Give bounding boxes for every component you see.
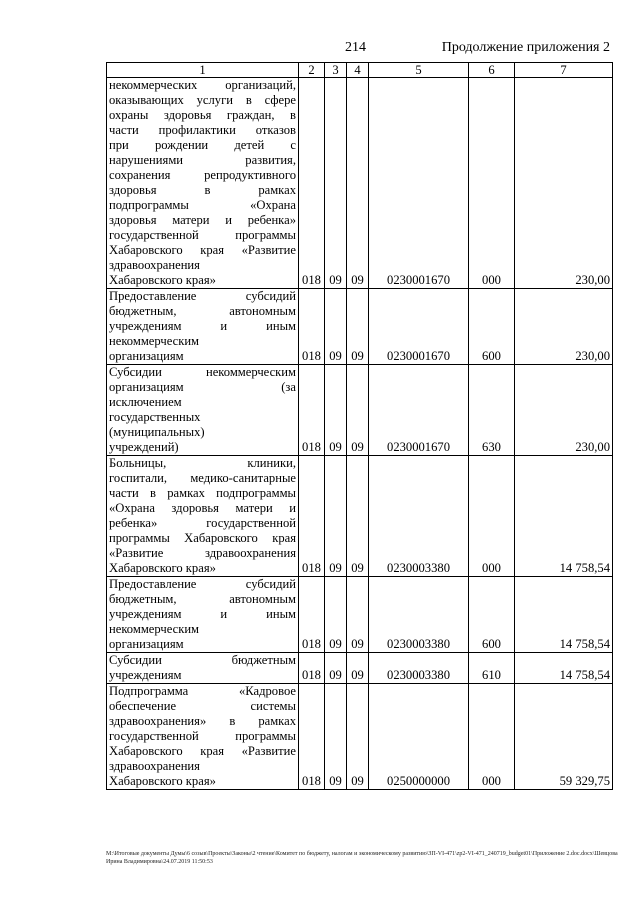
ministry-code-cell: 018: [299, 365, 325, 456]
expense-type-cell: 610: [469, 653, 515, 684]
row-name-line: исключением: [109, 395, 182, 409]
table-row: [107, 653, 613, 684]
subsection-code-cell: 09: [347, 365, 369, 456]
row-name-line: Хабаровского края «Развитие: [109, 243, 296, 257]
row-name-line: организациям: [109, 349, 184, 363]
row-name-line: Хабаровского края «Развитие: [109, 744, 296, 758]
row-name-line: учреждениям и иным: [109, 319, 296, 333]
row-name-line: здравоохранения» в рамках: [109, 714, 296, 728]
column-header: 4: [347, 63, 369, 78]
target-article-cell: 0230003380: [369, 456, 469, 577]
row-name-cell: [107, 78, 299, 289]
amount-cell: 59 329,75: [515, 684, 613, 790]
row-name-line: части профилактики отказов: [109, 123, 296, 137]
table-row: [107, 456, 613, 577]
row-name-line: Субсидии некоммерческим: [109, 365, 296, 379]
ministry-code-cell: 018: [299, 577, 325, 653]
page-number: 214: [345, 40, 366, 55]
row-name-line: Субсидии бюджетным: [109, 653, 296, 667]
target-article-cell: 0230001670: [369, 78, 469, 289]
amount-cell: 230,00: [515, 78, 613, 289]
row-name-cell: [107, 456, 299, 577]
row-name-line: учреждениям и иным: [109, 607, 296, 621]
column-header: 2: [299, 63, 325, 78]
amount-cell: 230,00: [515, 289, 613, 365]
ministry-code-cell: 018: [299, 289, 325, 365]
row-name-line: организациям: [109, 637, 184, 651]
row-name-line: бюджетным, автономным: [109, 304, 296, 318]
row-name-line: нарушениями развития,: [109, 153, 296, 167]
row-name-cell: [107, 289, 299, 365]
subsection-code-cell: 09: [347, 456, 369, 577]
section-code-cell: 09: [325, 78, 347, 289]
row-name-line: здравоохранения: [109, 759, 200, 773]
table-row: [107, 684, 613, 790]
section-code-cell: 09: [325, 653, 347, 684]
row-name-cell: [107, 653, 299, 684]
table-body: [107, 78, 613, 790]
row-name-line: (муниципальных): [109, 425, 205, 439]
section-code-cell: 09: [325, 456, 347, 577]
target-article-cell: 0230003380: [369, 653, 469, 684]
expense-type-cell: 630: [469, 365, 515, 456]
row-name-line: Хабаровского края»: [109, 561, 216, 575]
continuation-label: Продолжение приложения 2: [441, 40, 610, 55]
row-name-line: охраны здоровья граждан, в: [109, 108, 296, 122]
section-code-cell: 09: [325, 365, 347, 456]
column-header: 5: [369, 63, 469, 78]
row-name-line: некоммерческим: [109, 622, 200, 636]
ministry-code-cell: 018: [299, 456, 325, 577]
expense-type-cell: 000: [469, 684, 515, 790]
expense-type-cell: 600: [469, 289, 515, 365]
ministry-code-cell: 018: [299, 653, 325, 684]
row-name-line: сохранения репродуктивного: [109, 168, 296, 182]
expense-type-cell: 000: [469, 456, 515, 577]
row-name-line: государственных: [109, 410, 201, 424]
amount-cell: 14 758,54: [515, 577, 613, 653]
row-name-line: части в рамках подпрограммы: [109, 486, 296, 500]
row-name-line: государственной программы: [109, 228, 296, 242]
row-name-line: бюджетным, автономным: [109, 592, 296, 606]
column-header: 6: [469, 63, 515, 78]
row-name-line: некоммерческим: [109, 334, 200, 348]
budget-table: [106, 62, 613, 790]
row-name-line: здоровья матери и ребенка»: [109, 213, 296, 227]
column-header: 7: [515, 63, 613, 78]
section-code-cell: 09: [325, 577, 347, 653]
row-name-line: учреждений): [109, 440, 179, 454]
row-name-line: Подпрограмма «Кадровое: [109, 684, 296, 698]
row-name-line: здоровья в рамках: [109, 183, 296, 197]
column-header: 3: [325, 63, 347, 78]
subsection-code-cell: 09: [347, 653, 369, 684]
row-name-line: Больницы, клиники,: [109, 456, 296, 470]
target-article-cell: 0230001670: [369, 365, 469, 456]
section-code-cell: 09: [325, 684, 347, 790]
table-row: [107, 577, 613, 653]
row-name-cell: [107, 365, 299, 456]
row-name-line: ребенка» государственной: [109, 516, 296, 530]
expense-type-cell: 000: [469, 78, 515, 289]
amount-cell: 230,00: [515, 365, 613, 456]
table-row: [107, 289, 613, 365]
target-article-cell: 0230001670: [369, 289, 469, 365]
row-name-line: Предоставление субсидий: [109, 289, 296, 303]
row-name-line: оказывающих услуги в сфере: [109, 93, 296, 107]
header-row: [107, 63, 613, 78]
row-name-line: программы Хабаровского края: [109, 531, 296, 545]
subsection-code-cell: 09: [347, 289, 369, 365]
row-name-cell: [107, 684, 299, 790]
expense-type-cell: 600: [469, 577, 515, 653]
target-article-cell: 0230003380: [369, 577, 469, 653]
row-name-line: Хабаровского края»: [109, 273, 216, 287]
target-article-cell: 0250000000: [369, 684, 469, 790]
row-name-line: учреждениям: [109, 668, 182, 682]
row-name-line: «Развитие здравоохранения: [109, 546, 296, 560]
row-name-line: здравоохранения: [109, 258, 200, 272]
table-row: [107, 365, 613, 456]
row-name-line: Предоставление субсидий: [109, 577, 296, 591]
row-name-line: обеспечение системы: [109, 699, 296, 713]
subsection-code-cell: 09: [347, 577, 369, 653]
row-name-line: организациям (за: [109, 380, 296, 394]
ministry-code-cell: 018: [299, 684, 325, 790]
ministry-code-cell: 018: [299, 78, 325, 289]
row-name-line: при рождении детей с: [109, 138, 296, 152]
row-name-line: некоммерческих организаций,: [109, 78, 296, 92]
amount-cell: 14 758,54: [515, 653, 613, 684]
section-code-cell: 09: [325, 289, 347, 365]
row-name-line: подпрограммы «Охрана: [109, 198, 296, 212]
subsection-code-cell: 09: [347, 684, 369, 790]
row-name-line: «Охрана здоровья матери и: [109, 501, 296, 515]
row-name-line: Хабаровского края»: [109, 774, 216, 788]
amount-cell: 14 758,54: [515, 456, 613, 577]
document-path-footer: М:\Итоговые документы Думы\6 созыв\Проекты\Законы\2 чтение\Комитет по бюджету, налогам и экономическому развитию\ЗП-VI-471\zp2-VI-471_240719_budget01\Приложение 2.doc.docx\Шевцова Ирина Владимировна\24.07.2019 11:50:53: [106, 851, 618, 865]
column-header: 1: [107, 63, 299, 78]
row-name-line: госпитали, медико-санитарные: [109, 471, 296, 485]
row-name-line: государственной программы: [109, 729, 296, 743]
table-row: [107, 78, 613, 289]
row-name-cell: [107, 577, 299, 653]
subsection-code-cell: 09: [347, 78, 369, 289]
